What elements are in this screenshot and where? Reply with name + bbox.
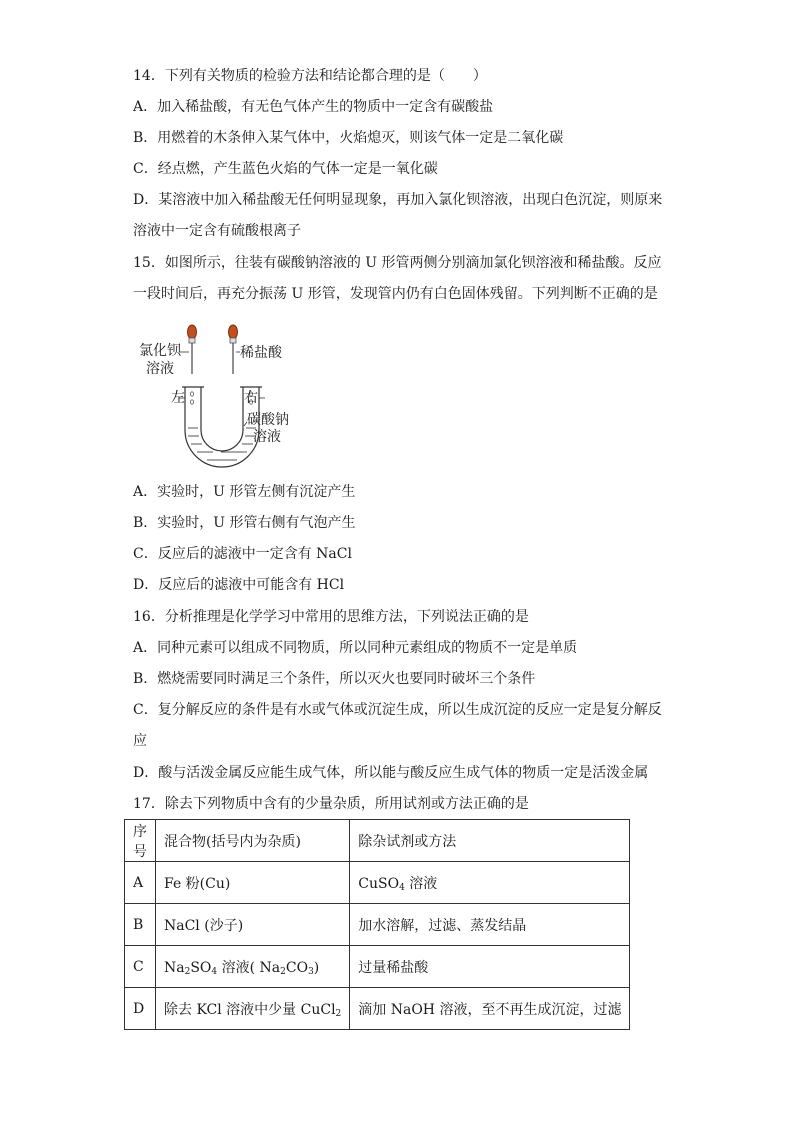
header-method: 除杂试剂或方法 [350,820,630,862]
q14-option-c: C．经点燃，产生蓝色火焰的气体一定是一氧化碳 [133,161,438,177]
table-row [125,988,630,1030]
row-id: A [125,862,156,904]
q16-option-b: B．燃烧需要同时满足三个条件，所以灭火也要同时破坏三个条件 [133,671,536,687]
row-mixture: $Na_2SO_4$ 溶液( $Na_2CO_3$) [156,946,350,988]
q16-option-c-cont: 应 [133,733,147,749]
q15-stem-line1: 15．如图所示，往装有碳酸钠溶液的 U 形管两侧分别滴加氯化钡溶液和稀盐酸。反应 [133,255,662,271]
row-method: CuSO$_4$ 溶液 [350,862,630,904]
q16-option-d: D．酸与活泼金属反应能生成气体，所以能与酸反应生成气体的物质一定是活泼金属 [133,765,649,781]
table-row [125,946,630,988]
q16-option-c: C．复分解反应的条件是有水或气体或沉淀生成，所以生成沉淀的反应一定是复分解反 [133,702,662,718]
q16-stem: 16．分析推理是化学学习中常用的思维方法，下列说法正确的是 [133,609,529,625]
row-method: 过量稀盐酸 [350,946,630,988]
row-id: B [125,904,156,946]
q14-option-b: B．用燃着的木条伸入某气体中，火焰熄灭，则该气体一定是二氧化碳 [133,130,564,146]
header-mixture: 混合物(括号内为杂质) [156,820,350,862]
row-mixture: Fe 粉(Cu) [156,862,350,904]
q14-option-a: A．加入稀盐酸，有无色气体产生的物质中一定含有碳酸盐 [133,99,494,115]
q17-stem: 17．除去下列物质中含有的少量杂质，所用试剂或方法正确的是 [133,796,529,812]
header-id: 序号 [125,820,156,862]
q17-options-table [124,819,630,1030]
right-dropper-icon [229,325,238,374]
q15-option-a: A．实验时，U 形管左侧有沉淀产生 [133,484,356,500]
row-mixture: 除去 KCl 溶液中少量 CuCl$_2$ [156,988,350,1030]
q15-option-d: D．反应后的滤液中可能含有 HCl [133,577,345,593]
row-mixture: NaCl (沙子) [156,904,350,946]
left-dropper-icon [188,325,197,374]
liquid-icon [188,428,256,460]
row-id: D [125,988,156,1030]
label-bacl2-line2: 溶液 [146,361,174,377]
row-method: 滴加 NaOH 溶液，至不再生成沉淀，过滤 [350,988,630,1030]
table-row [125,904,630,946]
u-tube-figure [135,322,295,472]
label-bacl2-line1: 氯化钡 [139,343,181,359]
row-id: C [125,946,156,988]
label-right: 右 [244,390,258,406]
q15-stem-line2: 一段时间后，再充分振荡 U 形管，发现管内仍有白色固体残留。下列判断不正确的是 [133,286,658,302]
table-row [125,862,630,904]
label-na2co3-line2: 溶液 [253,429,281,445]
q14-option-d: D．某溶液中加入稀盐酸无任何明显现象，再加入氯化钡溶液，出现白色沉淀，则原来 [133,192,663,208]
q16-option-a: A．同种元素可以组成不同物质，所以同种元素组成的物质不一定是单质 [133,640,578,656]
q14-stem: 14．下列有关物质的检验方法和结论都合理的是（ ） [133,68,487,84]
q15-option-c: C．反应后的滤液中一定含有 NaCl [133,546,352,562]
table-header-row [125,820,630,862]
label-na2co3-line1: 碳酸钠 [247,412,289,428]
row-method: 加水溶解，过滤、蒸发结晶 [350,904,630,946]
q15-option-b: B．实验时，U 形管右侧有气泡产生 [133,515,356,531]
label-hcl: 稀盐酸 [240,345,282,361]
q14-option-d-cont: 溶液中一定含有硫酸根离子 [133,223,301,239]
label-left: 左 [171,390,185,406]
